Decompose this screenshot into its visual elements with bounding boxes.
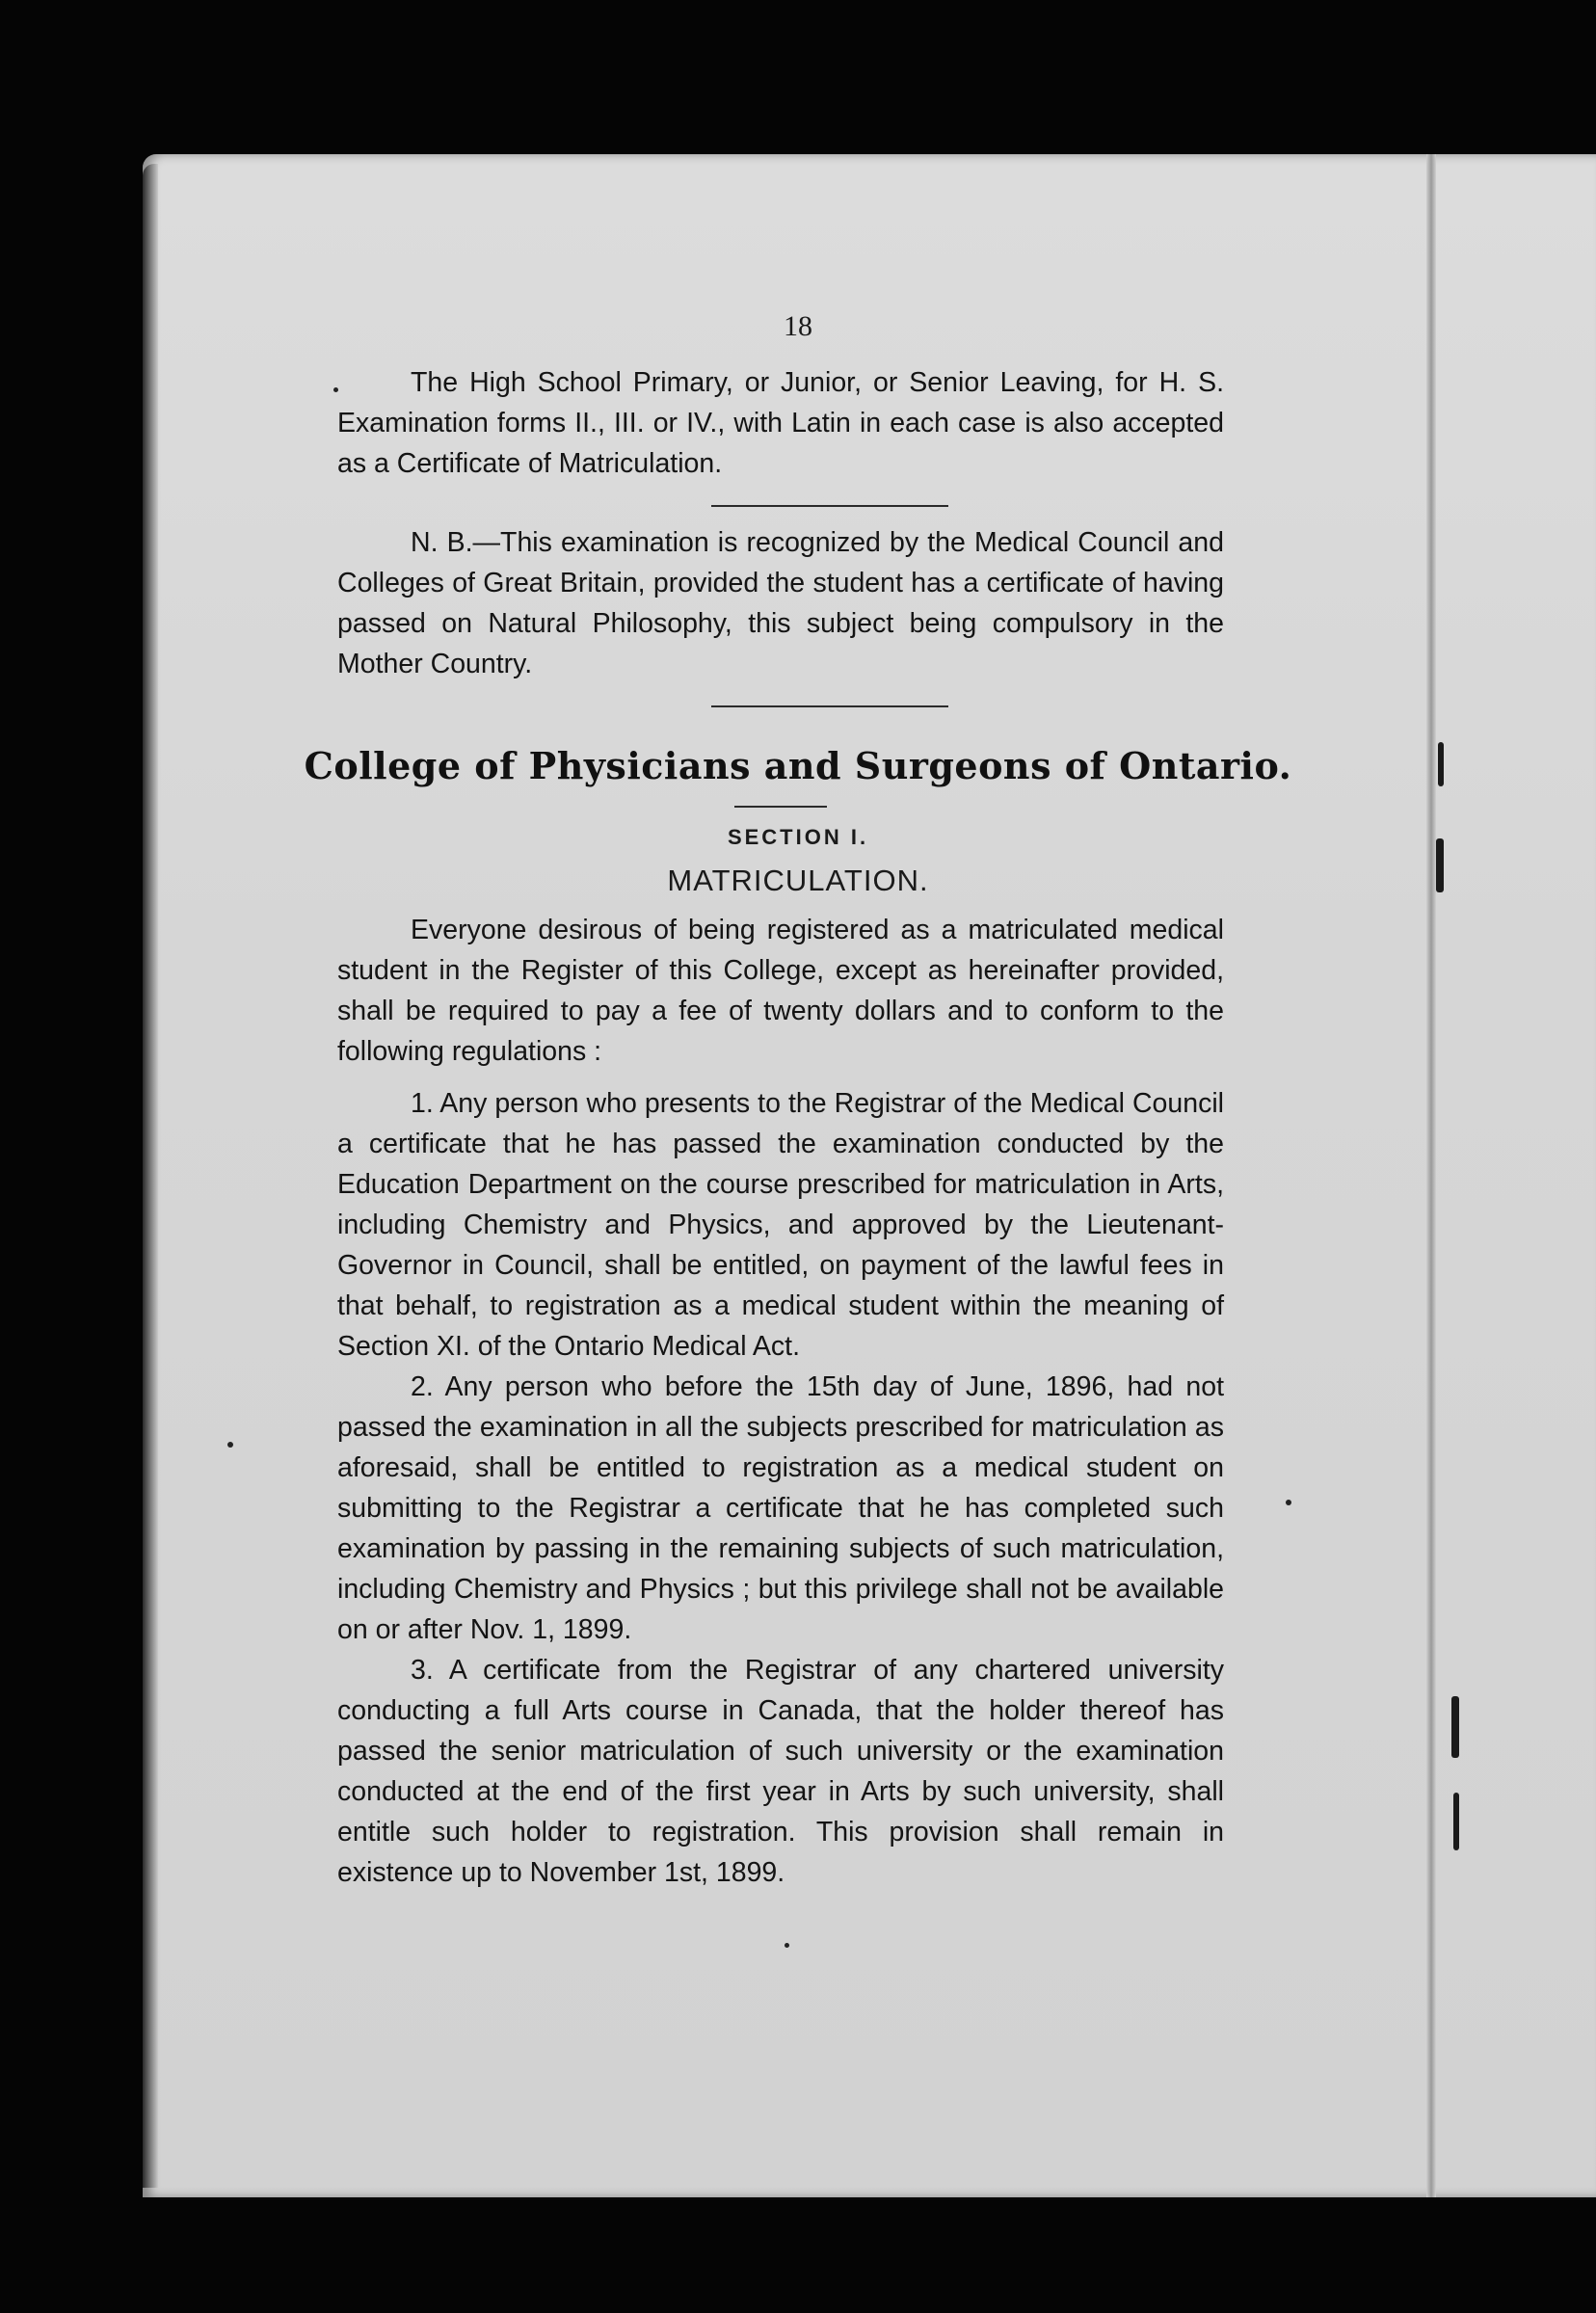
intro-paragraph: The High School Primary, or Junior, or Senior Leaving, for H. S. Examination forms II., III. or IV., with Latin in each case is also accepted as a Certificate of Matriculation. [337,367,1224,479]
college-heading: College of Physicians and Surgeons of Ontario. [304,744,1292,787]
body-paragraph: 3. A certificate from the Registrar of any chartered university conducting a full Arts course in Canada, that the holder thereof has passed the senior matriculation of such university or the examination conducted at the end of the first year in Arts by such university, shall entitle such holder to registration. This provision shall remain in existence up to November 1st, 1899. [337,1655,1224,1888]
divider-rule [734,806,827,808]
body-block [337,910,1224,1893]
divider-rule [711,505,948,507]
ink-speck [333,387,338,392]
matriculation-heading: MATRICULATION. [667,864,929,897]
body-paragraph: Everyone desirous of being registered as a matriculated medical student in the Register of this College, except as hereinafter provided, shall be required to pay a fee of twenty dollars and to conform to the following regulations : [337,915,1224,1067]
page-edge [143,164,158,2188]
gutter-mark [1451,1696,1459,1758]
section-label: SECTION I. [727,825,869,849]
body-paragraph: 1. Any person who presents to the Registrar of the Medical Council a certificate that he has passed the examination conducted by the Education Department on the course prescribed for matriculation in Arts, including Chemistry and Physics, and approved by the Lieutenant-Governor in Council, shall be entitled, on payment of the lawful fees in that behalf, to registration as a medical student within the meaning of Section XI. of the Ontario Medical Act. [337,1088,1224,1362]
body-paragraph: 2. Any person who before the 15th day of June, 1896, had not passed the examination in all the subjects prescribed for matriculation as aforesaid, shall be entitled to registration as a medical student on submitting to the Registrar a certificate that he has completed such examination by passing in the remaining subjects of such matriculation, including Chemistry and Physics ; but this privilege shall not be available on or after Nov. 1, 1899. [337,1371,1224,1645]
book-gutter [1426,154,1436,2197]
ink-speck [227,1442,233,1448]
intro-block [337,362,1224,484]
page-number: 18 [784,310,812,342]
divider-rule [711,705,948,707]
ink-speck [1286,1500,1291,1505]
gutter-mark [1453,1793,1459,1850]
nb-block [337,522,1224,684]
nb-paragraph: N. B.—This examination is recognized by the Medical Council and Colleges of Great Britain, provided the student has a certificate of having passed on Natural Philosophy, this subject being compulsory in the Mother Country. [337,527,1224,679]
ink-speck [785,1943,789,1948]
